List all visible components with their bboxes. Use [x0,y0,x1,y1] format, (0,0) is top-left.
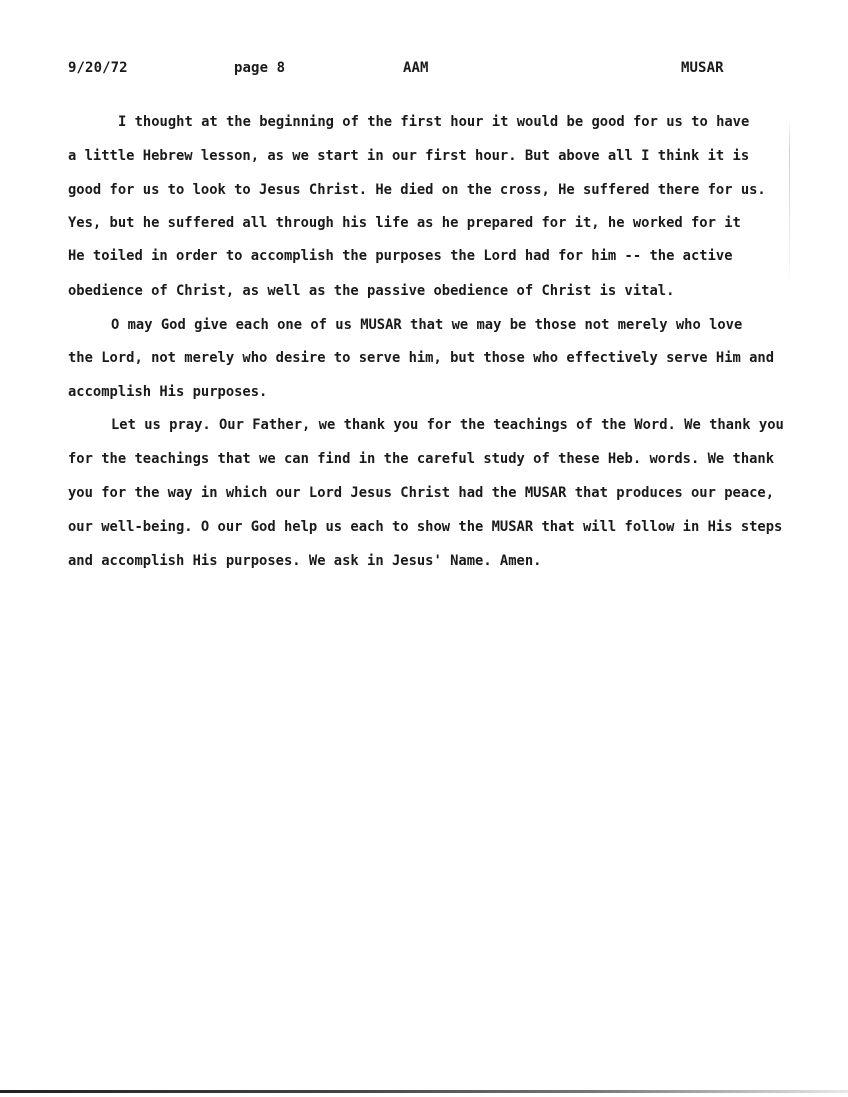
text-line: Let us pray. Our Father, we thank you for the teachings of the Word. We thank you [111,417,784,433]
text-line: obedience of Christ, as well as the passive obedience of Christ is vital. [68,283,675,299]
scan-margin-mark [789,118,790,288]
text-line: the Lord, not merely who desire to serve him, but those who effectively serve Him and [68,350,775,366]
header-date: 9/20/72 [68,60,128,76]
text-line: for the teachings that we can find in the careful study of these Heb. words. We thank [68,451,775,467]
text-line: you for the way in which our Lord Jesus Christ had the MUSAR that produces our peace, [68,485,775,501]
text-line: He toiled in order to accomplish the purposes the Lord had for him -- the active [68,248,733,264]
text-line: good for us to look to Jesus Christ. He died on the cross, He suffered there for us. [68,182,766,198]
text-line: a little Hebrew lesson, as we start in our first hour. But above all I think it is [68,148,750,164]
text-line: I thought at the beginning of the first hour it would be good for us to have [118,114,750,130]
text-line: Yes, but he suffered all through his life as he prepared for it, he worked for it [68,215,741,231]
header-title: MUSAR [681,60,724,76]
text-line: our well-being. O our God help us each to show the MUSAR that will follow in His steps [68,519,783,535]
scan-bottom-edge [0,1090,848,1093]
text-line: accomplish His purposes. [68,384,268,400]
text-line: and accomplish His purposes. We ask in Jesus' Name. Amen. [68,553,542,569]
text-line: O may God give each one of us MUSAR that we may be those not merely who love [111,317,743,333]
header-page-number: page 8 [234,60,286,76]
header-author: AAM [403,60,429,76]
